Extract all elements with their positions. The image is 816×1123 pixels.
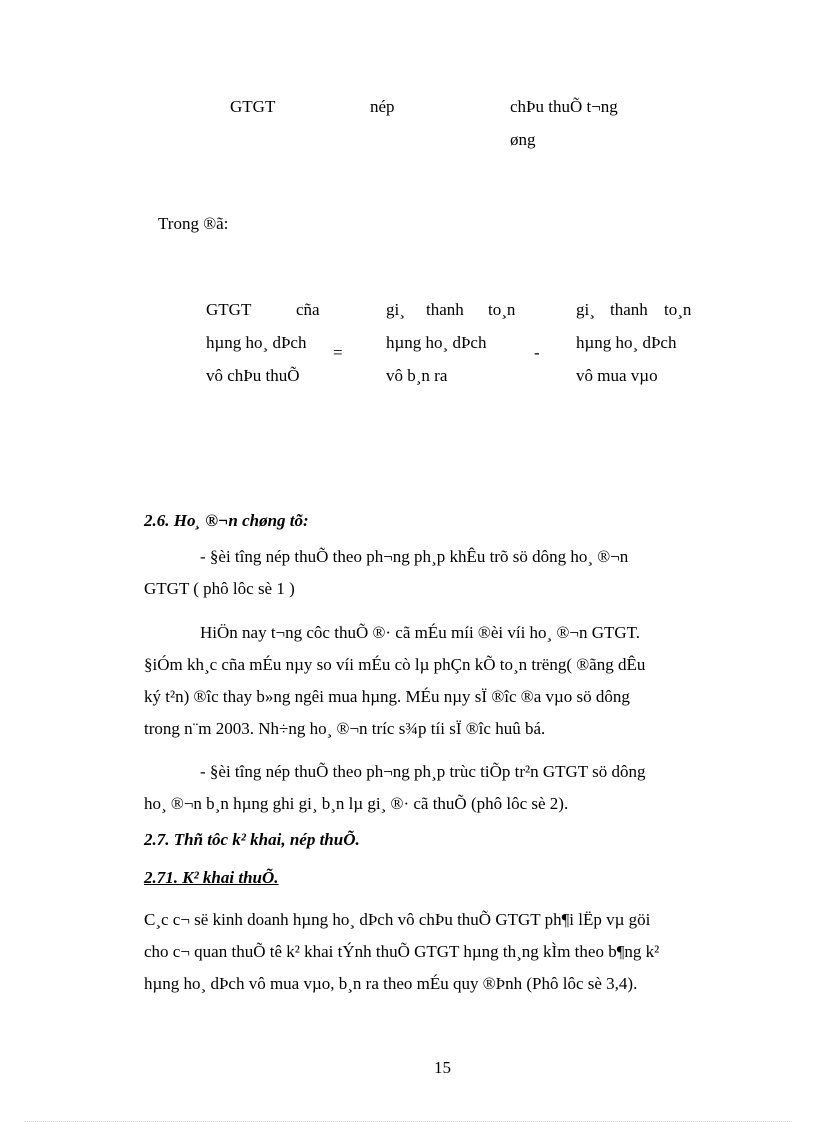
page-number: 15 [434,1058,451,1077]
formula-left-line3: vô chÞu thuÕ [206,366,300,385]
section-2-71-paragraph [144,904,728,1000]
formula-right-line2: hµng ho¸ dÞch [576,333,677,352]
page-bottom-divider [24,1121,792,1122]
formula-right-line3: vô mua vµo [576,366,658,385]
formula-minus: - [534,343,540,362]
section-2-7-heading: 2.7. Thñ tôc k² khai, nép thuÕ. [144,830,360,849]
section-2-6-heading: 2.6. Ho¸ ®¬n chøng tõ: [144,511,309,530]
formula-right-thanh: thanh [610,300,648,319]
trong-do-label: Trong ®ã: [158,214,229,233]
formula-mid-line3: vô b¸n ra [386,366,448,385]
top-row-ung: øng [510,130,536,149]
paragraph-line: ký t²n) ®îc thay b»ng ngêi mua hµng. MÉu nµy sÏ ®îc ®a vµo sö dông [144,687,630,706]
formula-mid-gia: gi¸ [386,300,405,319]
formula-mid-toan: to¸n [488,300,516,319]
section-2-6-paragraph-3 [144,756,728,820]
paragraph-line: C¸c c¬ së kinh doanh hµng ho¸ dÞch vô chÞu thuÕ GTGT ph¶i lËp vµ göi [144,910,651,929]
top-row-gtgt: GTGT [230,97,276,116]
paragraph-line: GTGT ( phô lôc sè 1 ) [144,579,295,598]
formula-left-line2: hµng ho¸ dÞch [206,333,307,352]
section-2-6-paragraph-2 [144,617,728,745]
formula-equals: = [333,343,343,362]
section-2-71-heading: 2.71. K² khai thuÕ. [144,868,279,887]
paragraph-line: - §èi tîng nép thuÕ theo ph¬ng ph¸p trùc tiÕp tr²n GTGT sö dông [200,762,646,781]
formula-left-cua: cña [296,300,320,319]
top-row-chiu-thue: chÞu thuÕ t¬ng [510,97,618,116]
paragraph-line: ho¸ ®¬n b¸n hµng ghi gi¸ b¸n lµ gi¸ ®· cã thuÕ (phô lôc sè 2). [144,794,569,813]
section-2-6-paragraph-1 [144,541,728,605]
paragraph-line: cho c¬ quan thuÕ tê k² khai tÝnh thuÕ GTGT hµng th¸ng kÌm theo b¶ng k² [144,942,660,961]
top-row-nop: nép [370,97,395,116]
paragraph-line: - §èi tîng nép thuÕ theo ph¬ng ph¸p khÊu trõ sö dông ho¸ ®¬n [200,547,629,566]
formula-right-gia: gi¸ [576,300,595,319]
paragraph-line: hµng ho¸ dÞch vô mua vµo, b¸n ra theo mÉu quy ®Þnh (Phô lôc sè 3,4). [144,974,638,993]
formula-left-gtgt: GTGT [206,300,252,319]
formula-mid-thanh: thanh [426,300,464,319]
paragraph-line: HiÖn nay t¬ng côc thuÕ ®· cã mÉu míi ®èi víi ho¸ ®¬n GTGT. [200,623,641,642]
paragraph-line: §iÓm kh¸c cña mÉu nµy so víi mÉu cò lµ phÇn kÕ to¸n trëng( ®ãng dÊu [144,655,646,674]
formula-mid-line2: hµng ho¸ dÞch [386,333,487,352]
paragraph-line: trong n¨m 2003. Nh÷ng ho¸ ®¬n tríc s¾p tíi sÏ ®îc huû bá. [144,719,546,738]
formula-right-toan: to¸n [664,300,692,319]
